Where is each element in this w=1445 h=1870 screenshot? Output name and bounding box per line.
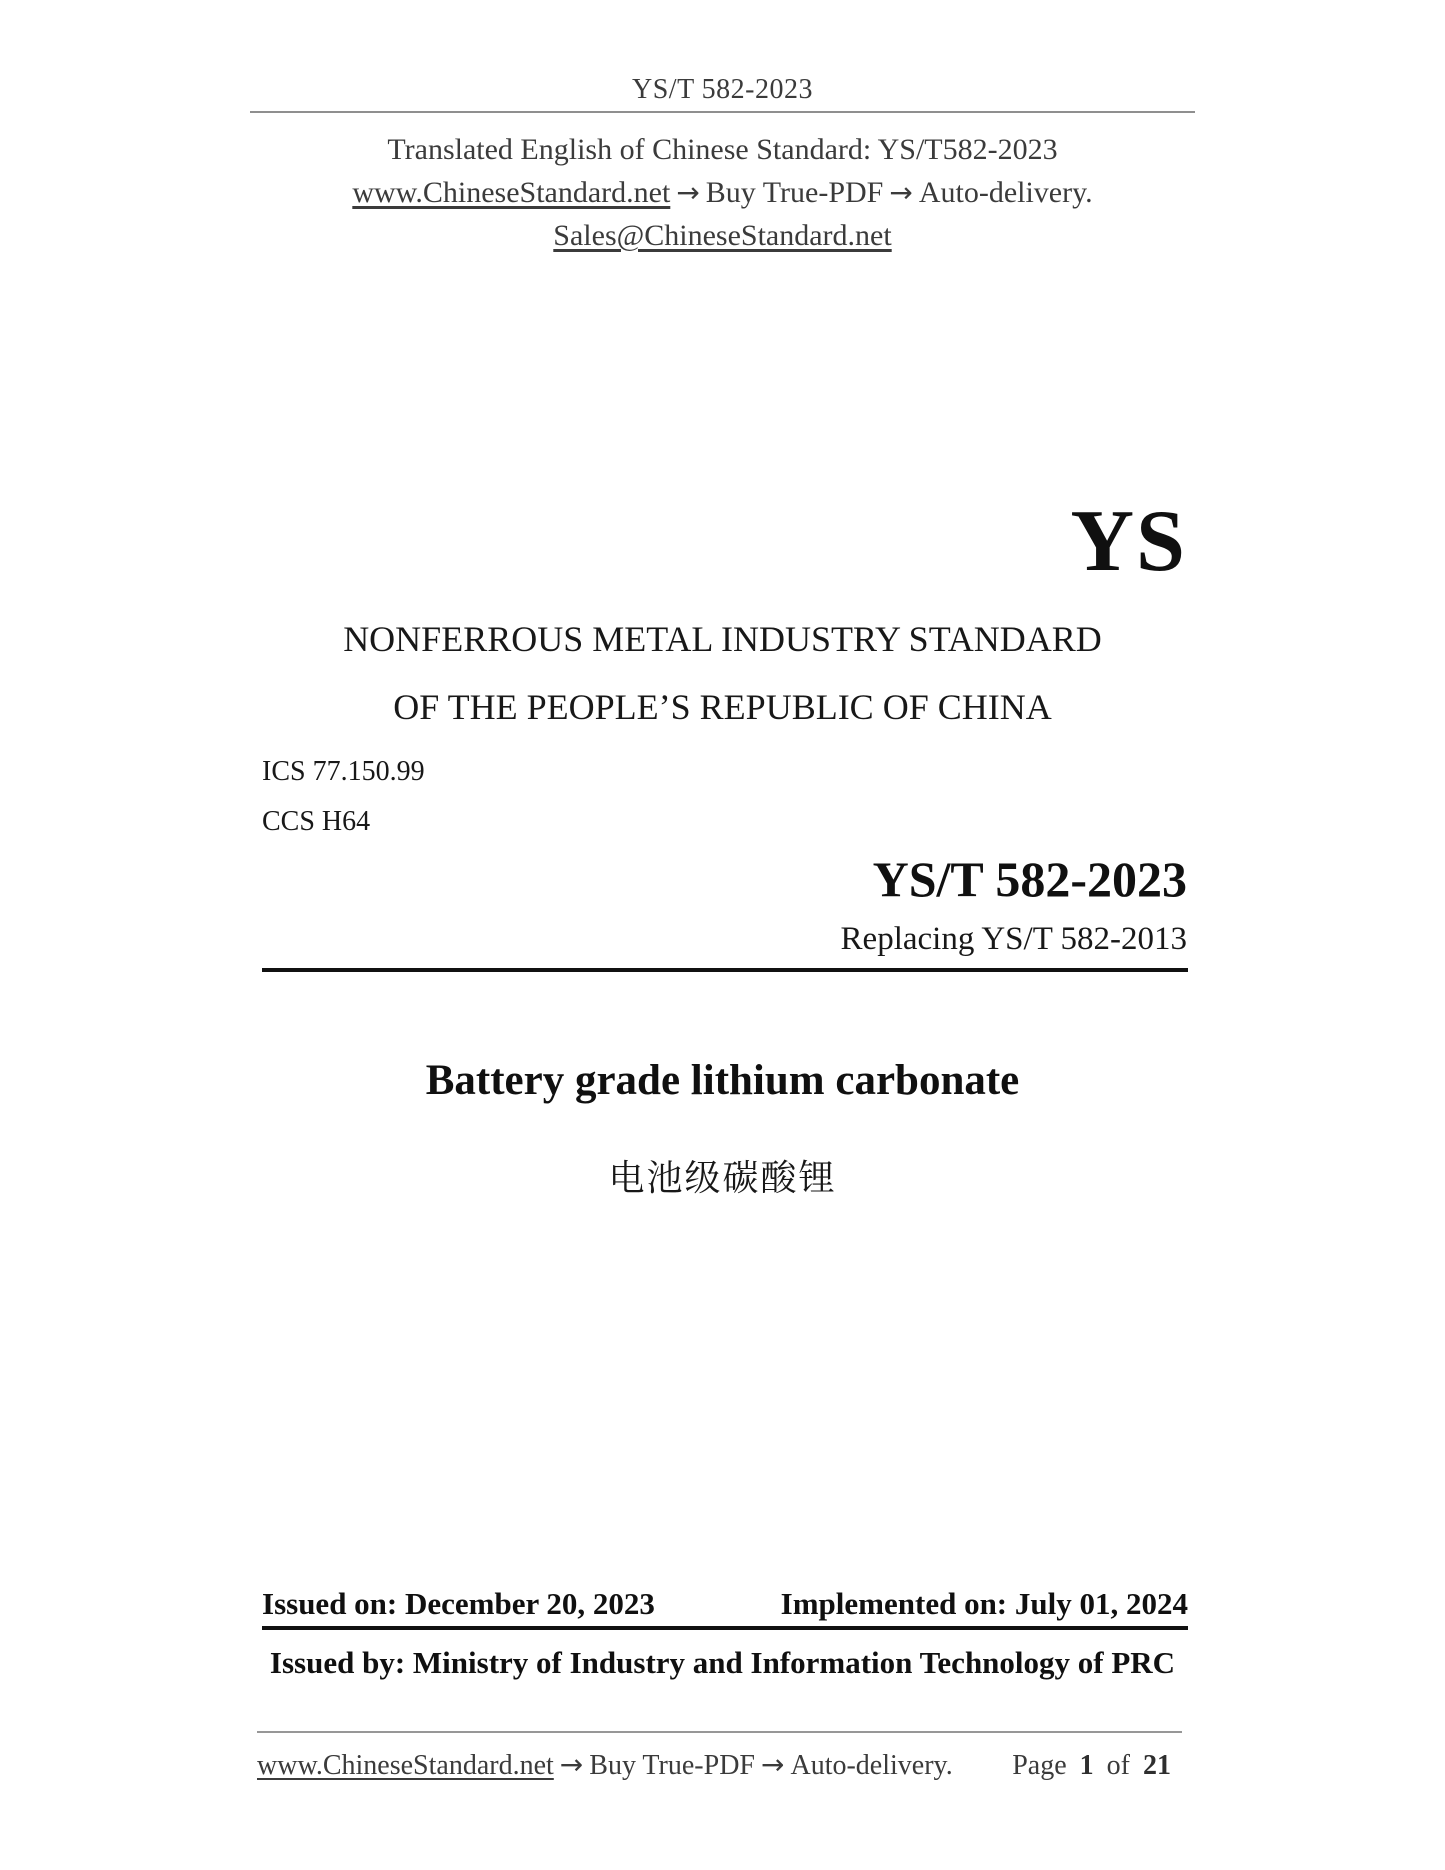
footer-buy-line: [257, 1748, 953, 1782]
page-label: Page: [1012, 1750, 1067, 1781]
of-label: of: [1106, 1750, 1130, 1781]
org-name-line2: OF THE PEOPLE’S REPUBLIC OF CHINA: [393, 687, 1052, 727]
section-divider-line: [262, 968, 1188, 972]
header-divider-line: [250, 111, 1195, 113]
website-link[interactable]: www.ChineseStandard.net: [352, 176, 671, 209]
header-sales-line: [0, 219, 1445, 253]
ics-classification: ICS 77.150.99: [262, 756, 425, 787]
dates-divider-line: [262, 1626, 1188, 1630]
standard-code: YS/T 582-2023: [872, 851, 1187, 907]
issued-on-date: Issued on: December 20, 2023: [262, 1586, 655, 1621]
page-total: 21: [1143, 1750, 1171, 1781]
right-arrow-icon: →: [889, 176, 913, 209]
right-arrow-icon: →: [559, 1748, 584, 1781]
page-footer: [257, 1748, 1175, 1782]
translated-standard-line: Translated English of Chinese Standard: YS/T582-2023: [387, 133, 1058, 166]
header-buy-line: [0, 176, 1445, 210]
document-title-chinese: 电池级碳酸锂: [608, 1158, 837, 1198]
footer-divider-line: [257, 1731, 1182, 1733]
auto-delivery-text: Auto-delivery.: [790, 1750, 953, 1781]
page-number-indicator: [1010, 1750, 1175, 1782]
sales-email-link[interactable]: Sales@ChineseStandard.net: [553, 219, 892, 252]
website-link[interactable]: www.ChineseStandard.net: [257, 1750, 554, 1781]
running-header-doc-code: YS/T 582-2023: [632, 74, 813, 105]
ccs-classification: CCS H64: [262, 806, 371, 837]
org-name-line1: NONFERROUS METAL INDUSTRY STANDARD: [343, 619, 1102, 659]
document-title-english: Battery grade lithium carbonate: [425, 1057, 1020, 1104]
replacing-note: Replacing YS/T 582-2013: [840, 921, 1187, 957]
buy-true-pdf-text: Buy True-PDF: [705, 176, 884, 209]
right-arrow-icon: →: [676, 176, 700, 209]
implemented-on-date: Implemented on: July 01, 2024: [780, 1586, 1188, 1621]
buy-true-pdf-text: Buy True-PDF: [589, 1750, 755, 1781]
right-arrow-icon: →: [761, 1748, 785, 1781]
auto-delivery-text: Auto-delivery.: [918, 176, 1093, 209]
dates-row: [262, 1586, 1188, 1622]
standard-logo: YS: [1070, 493, 1187, 590]
issued-by-line: Issued by: Ministry of Industry and Information Technology of PRC: [269, 1645, 1176, 1680]
page-current: 1: [1079, 1750, 1094, 1781]
